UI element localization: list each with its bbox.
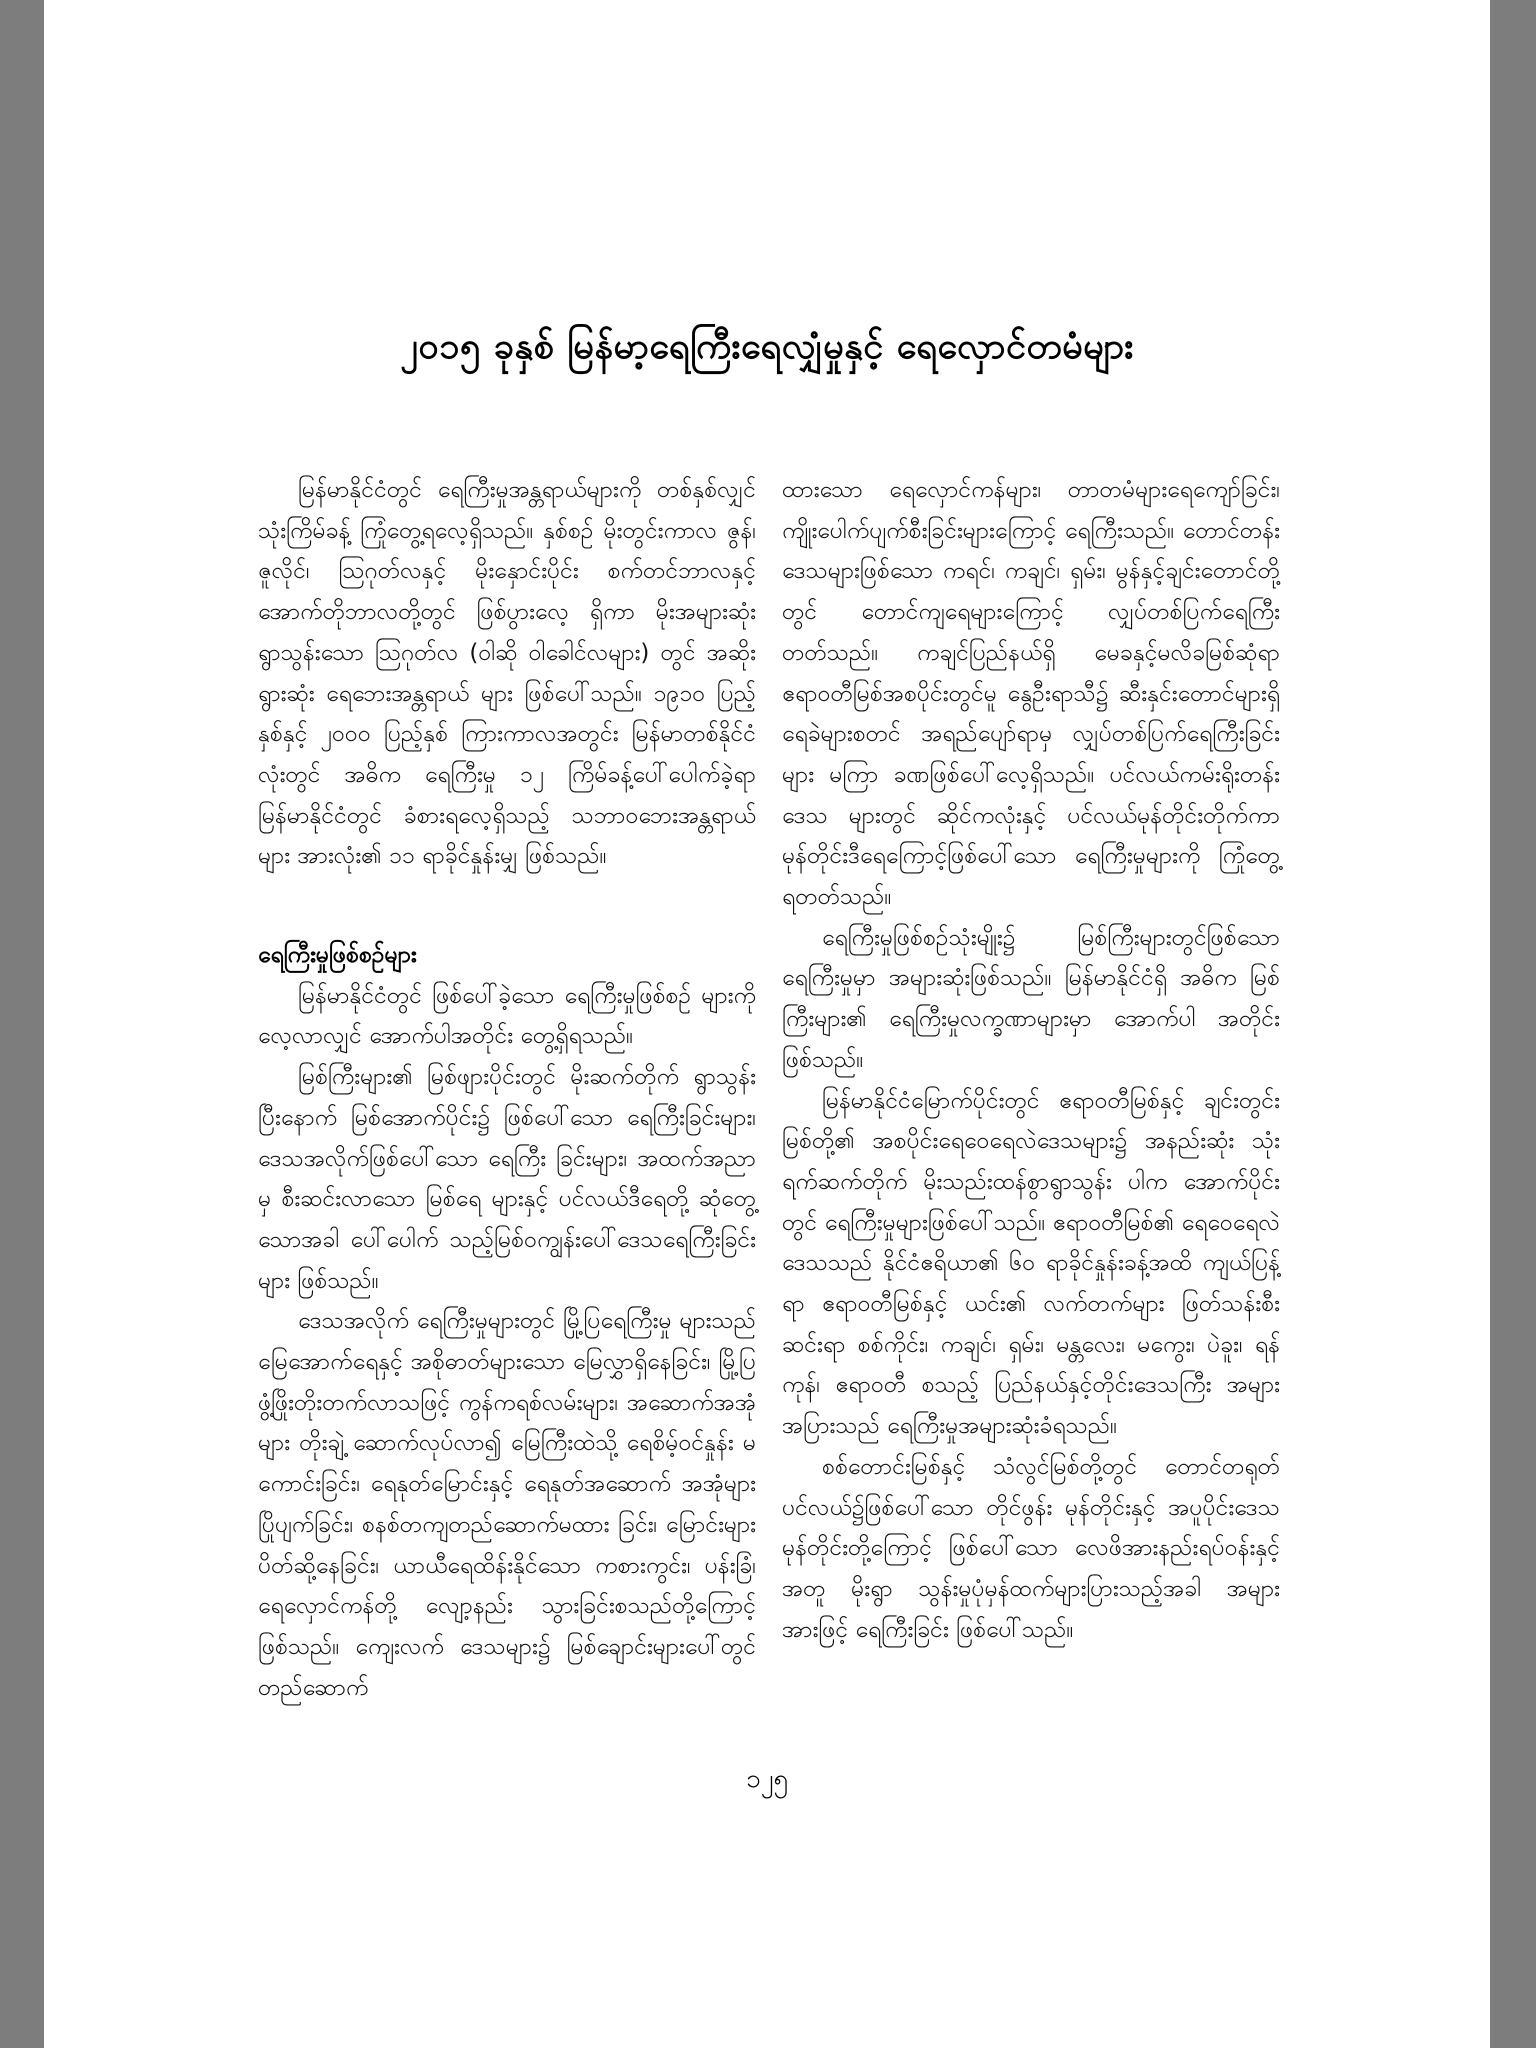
paragraph: စစ်တောင်းမြစ်နှင့် သံလွင်မြစ်တို့တွင် တောင်တရုတ်ပင်လယ်၌ဖြစ်ပေါ်သော တိုင်ဖွန်း မုန်တိုင်းနှင့် အပူပိုင်းဒေသမုန်တိုင်းတို့ကြောင့် ဖြစ်ပေါ်သော လေဖိအားနည်းရပ်ဝန်းနှင့်အတူ မိုးရွာ သွန်းမှုပုံမှန်ထက်များပြားသည့်အခါ အများအားဖြင့် ရေကြီးခြင်း ဖြစ်ပေါ်သည်။: [782, 1453, 1280, 1643]
paragraph: မြန်မာနိုင်ငံတွင် ဖြစ်ပေါ်ခဲ့သော ရေကြီးမှုဖြစ်စဉ် များကို လေ့လာလျှင် အောက်ပါအတိုင်း တွေ့ရှိရသည်။: [258, 982, 756, 1050]
page-title: ၂၀၁၅ ခုနှစ် မြန်မာ့ရေကြီးရေလျှံမှုနှင့် ရေလှောင်တမံများ: [400, 326, 1134, 367]
left-column: [258, 470, 756, 1708]
document-page: [44, 0, 1490, 2048]
paragraph: ဒေသအလိုက် ရေကြီးမှုများတွင် မြို့ပြရေကြီးမှု များသည် မြေအောက်ရေနှင့် အစိုဓာတ်များသော မြေလွှာရှိနေခြင်း၊ မြို့ပြဖွံ့ဖြိုးတိုးတက်လာသဖြင့် ကွန်ကရစ်လမ်းများ၊ အဆောက်အအုံများ တိုးချဲ့ ဆောက်လုပ်လာ၍ မြေကြီးထဲသို့ ရေစိမ့်ဝင်နှုန်း မကောင်းခြင်း၊ ရေနုတ်မြောင်းနှင့် ရေနုတ်အဆောက် အအုံများ ပြိုပျက်ခြင်း၊ စနစ်တကျတည်ဆောက်မထား ခြင်း၊ မြောင်းများ ပိတ်ဆို့နေခြင်း၊ ယာယီရေထိန်းနိုင်သော ကစားကွင်း၊ ပန်းခြံ၊ ရေလှောင်ကန်တို့ လျော့နည်း သွားခြင်းစသည်တို့ကြောင့် ဖြစ်သည်။ ကျေးလက် ဒေသများ၌ မြစ်ချောင်းများပေါ်တွင် တည်ဆောက်: [258, 1308, 756, 1701]
right-column: [782, 470, 1280, 1650]
section-heading: ရေကြီးမှုဖြစ်စဉ်များ: [258, 942, 417, 969]
intro-paragraph: မြန်မာနိုင်ငံတွင် ရေကြီးမှုအန္တရာယ်များကို တစ်နှစ်လျှင် သုံးကြိမ်ခန့် ကြုံတွေ့ရလေ့ရှိသည်။ နှစ်စဉ် မိုးတွင်းကာလ ဇွန်၊ ဇူလိုင်၊ ဩဂုတ်လနှင့် မိုးနှောင်းပိုင်း စက်တင်ဘာလနှင့်အောက်တိုဘာလတို့တွင် ဖြစ်ပွားလေ့ ရှိကာ မိုးအများဆုံး ရွာသွန်းသော ဩဂုတ်လ (ဝါဆို ဝါခေါင်လများ) တွင် အဆိုးရွားဆုံး ရေဘေးအန္တရာယ် များ ဖြစ်ပေါ်သည်။ ၁၉၁၀ ပြည့်နှစ်နှင့် ၂၀၀၀ ပြည့်နှစ် ကြားကာလအတွင်း မြန်မာတစ်နိုင်ငံလုံးတွင် အဓိက ရေကြီးမှု ၁၂ ကြိမ်ခန့်ပေါ်ပေါက်ခဲ့ရာ မြန်မာနိုင်ငံတွင် ခံစားရလေ့ရှိသည့် သဘာဝဘေးအန္တရာယ်များ အားလုံး၏ ၁၁ ရာခိုင်နှုန်းမျှ ဖြစ်သည်။: [258, 477, 756, 870]
paragraph: မြန်မာနိုင်ငံမြောက်ပိုင်းတွင် ဧရာဝတီမြစ်နှင့် ချင်းတွင်းမြစ်တို့၏ အစပိုင်းရေဝေရေလဲဒေသများ၌ အနည်းဆုံး သုံးရက်ဆက်တိုက် မိုးသည်းထန်စွာရွာသွန်း ပါက အောက်ပိုင်းတွင် ရေကြီးမှုများဖြစ်ပေါ်သည်။ ဧရာဝတီမြစ်၏ ရေဝေရေလဲဒေသသည် နိုင်ငံဧရိယာ၏ ၆၀ ရာခိုင်နှုန်းခန့်အထိ ကျယ်ပြန့်ရာ ဧရာဝတီမြစ်နှင့် ယင်း၏ လက်တက်များ ဖြတ်သန်းစီးဆင်းရာ စစ်ကိုင်း၊ ကချင်၊ ရှမ်း၊ မန္တလေး၊ မကွေး၊ ပဲခူး၊ ရန်ကုန်၊ ဧရာဝတီ စသည့် ပြည်နယ်နှင့်တိုင်းဒေသကြီး အများအပြားသည် ရေကြီးမှုအများဆုံးခံရသည်။: [782, 1087, 1280, 1440]
page-number: ၁၂၅: [745, 1764, 789, 1794]
paragraph: ရေကြီးမှုဖြစ်စဉ်သုံးမျိုး၌ မြစ်ကြီးများတွင်ဖြစ်သော ရေကြီးမှုမှာ အများဆုံးဖြစ်သည်။ မြန်မာနိုင်ငံရှိ အဓိက မြစ်ကြီးများ၏ ရေကြီးမှုလက္ခဏာများမှာ အောက်ပါ အတိုင်းဖြစ်သည်။: [782, 924, 1280, 1073]
continued-paragraph: ထားသော ရေလှောင်ကန်များ၊ တာတမံများရေကျော်ခြင်း၊ ကျိုးပေါက်ပျက်စီးခြင်းများကြောင့် ရေကြီးသည်။ တောင်တန်းဒေသများဖြစ်သော ကရင်၊ ကချင်၊ ရှမ်း၊ မွန်နှင့်ချင်းတောင်တို့တွင် တောင်ကျရေများကြောင့် လျှပ်တစ်ပြက်ရေကြီးတတ်သည်။ ကချင်ပြည်နယ်ရှိ မေခနှင့်မလိခမြစ်ဆုံရာ ဧရာဝတီမြစ်အစပိုင်းတွင်မူ နွေဦးရာသီ၌ ဆီးနှင်းတောင်များရှိ ရေခဲများစတင် အရည်ပျော်ရာမှ လျှပ်တစ်ပြက်ရေကြီးခြင်းများ မကြာ ခဏဖြစ်ပေါ်လေ့ရှိသည်။ ပင်လယ်ကမ်းရိုးတန်းဒေသ များတွင် ဆိုင်ကလုံးနှင့် ပင်လယ်မုန်တိုင်းတိုက်ကာ မုန်တိုင်းဒီရေကြောင့်ဖြစ်ပေါ်သော ရေကြီးမှုများကို ကြုံတွေ့ရတတ်သည်။: [782, 477, 1280, 911]
paragraph: မြစ်ကြီးများ၏ မြစ်ဖျားပိုင်းတွင် မိုးဆက်တိုက် ရွာသွန်းပြီးနောက် မြစ်အောက်ပိုင်း၌ ဖြစ်ပေါ်သော ရေကြီးခြင်းများ၊ ဒေသအလိုက်ဖြစ်ပေါ်သော ရေကြီး ခြင်းများ၊ အထက်အညာမှ စီးဆင်းလာသော မြစ်ရေ များနှင့် ပင်လယ်ဒီရေတို့ ဆုံတွေ့သောအခါ ပေါ်ပေါက် သည့်မြစ်ဝကျွန်းပေါ်ဒေသရေကြီးခြင်းများ ဖြစ်သည်။: [258, 1064, 756, 1294]
